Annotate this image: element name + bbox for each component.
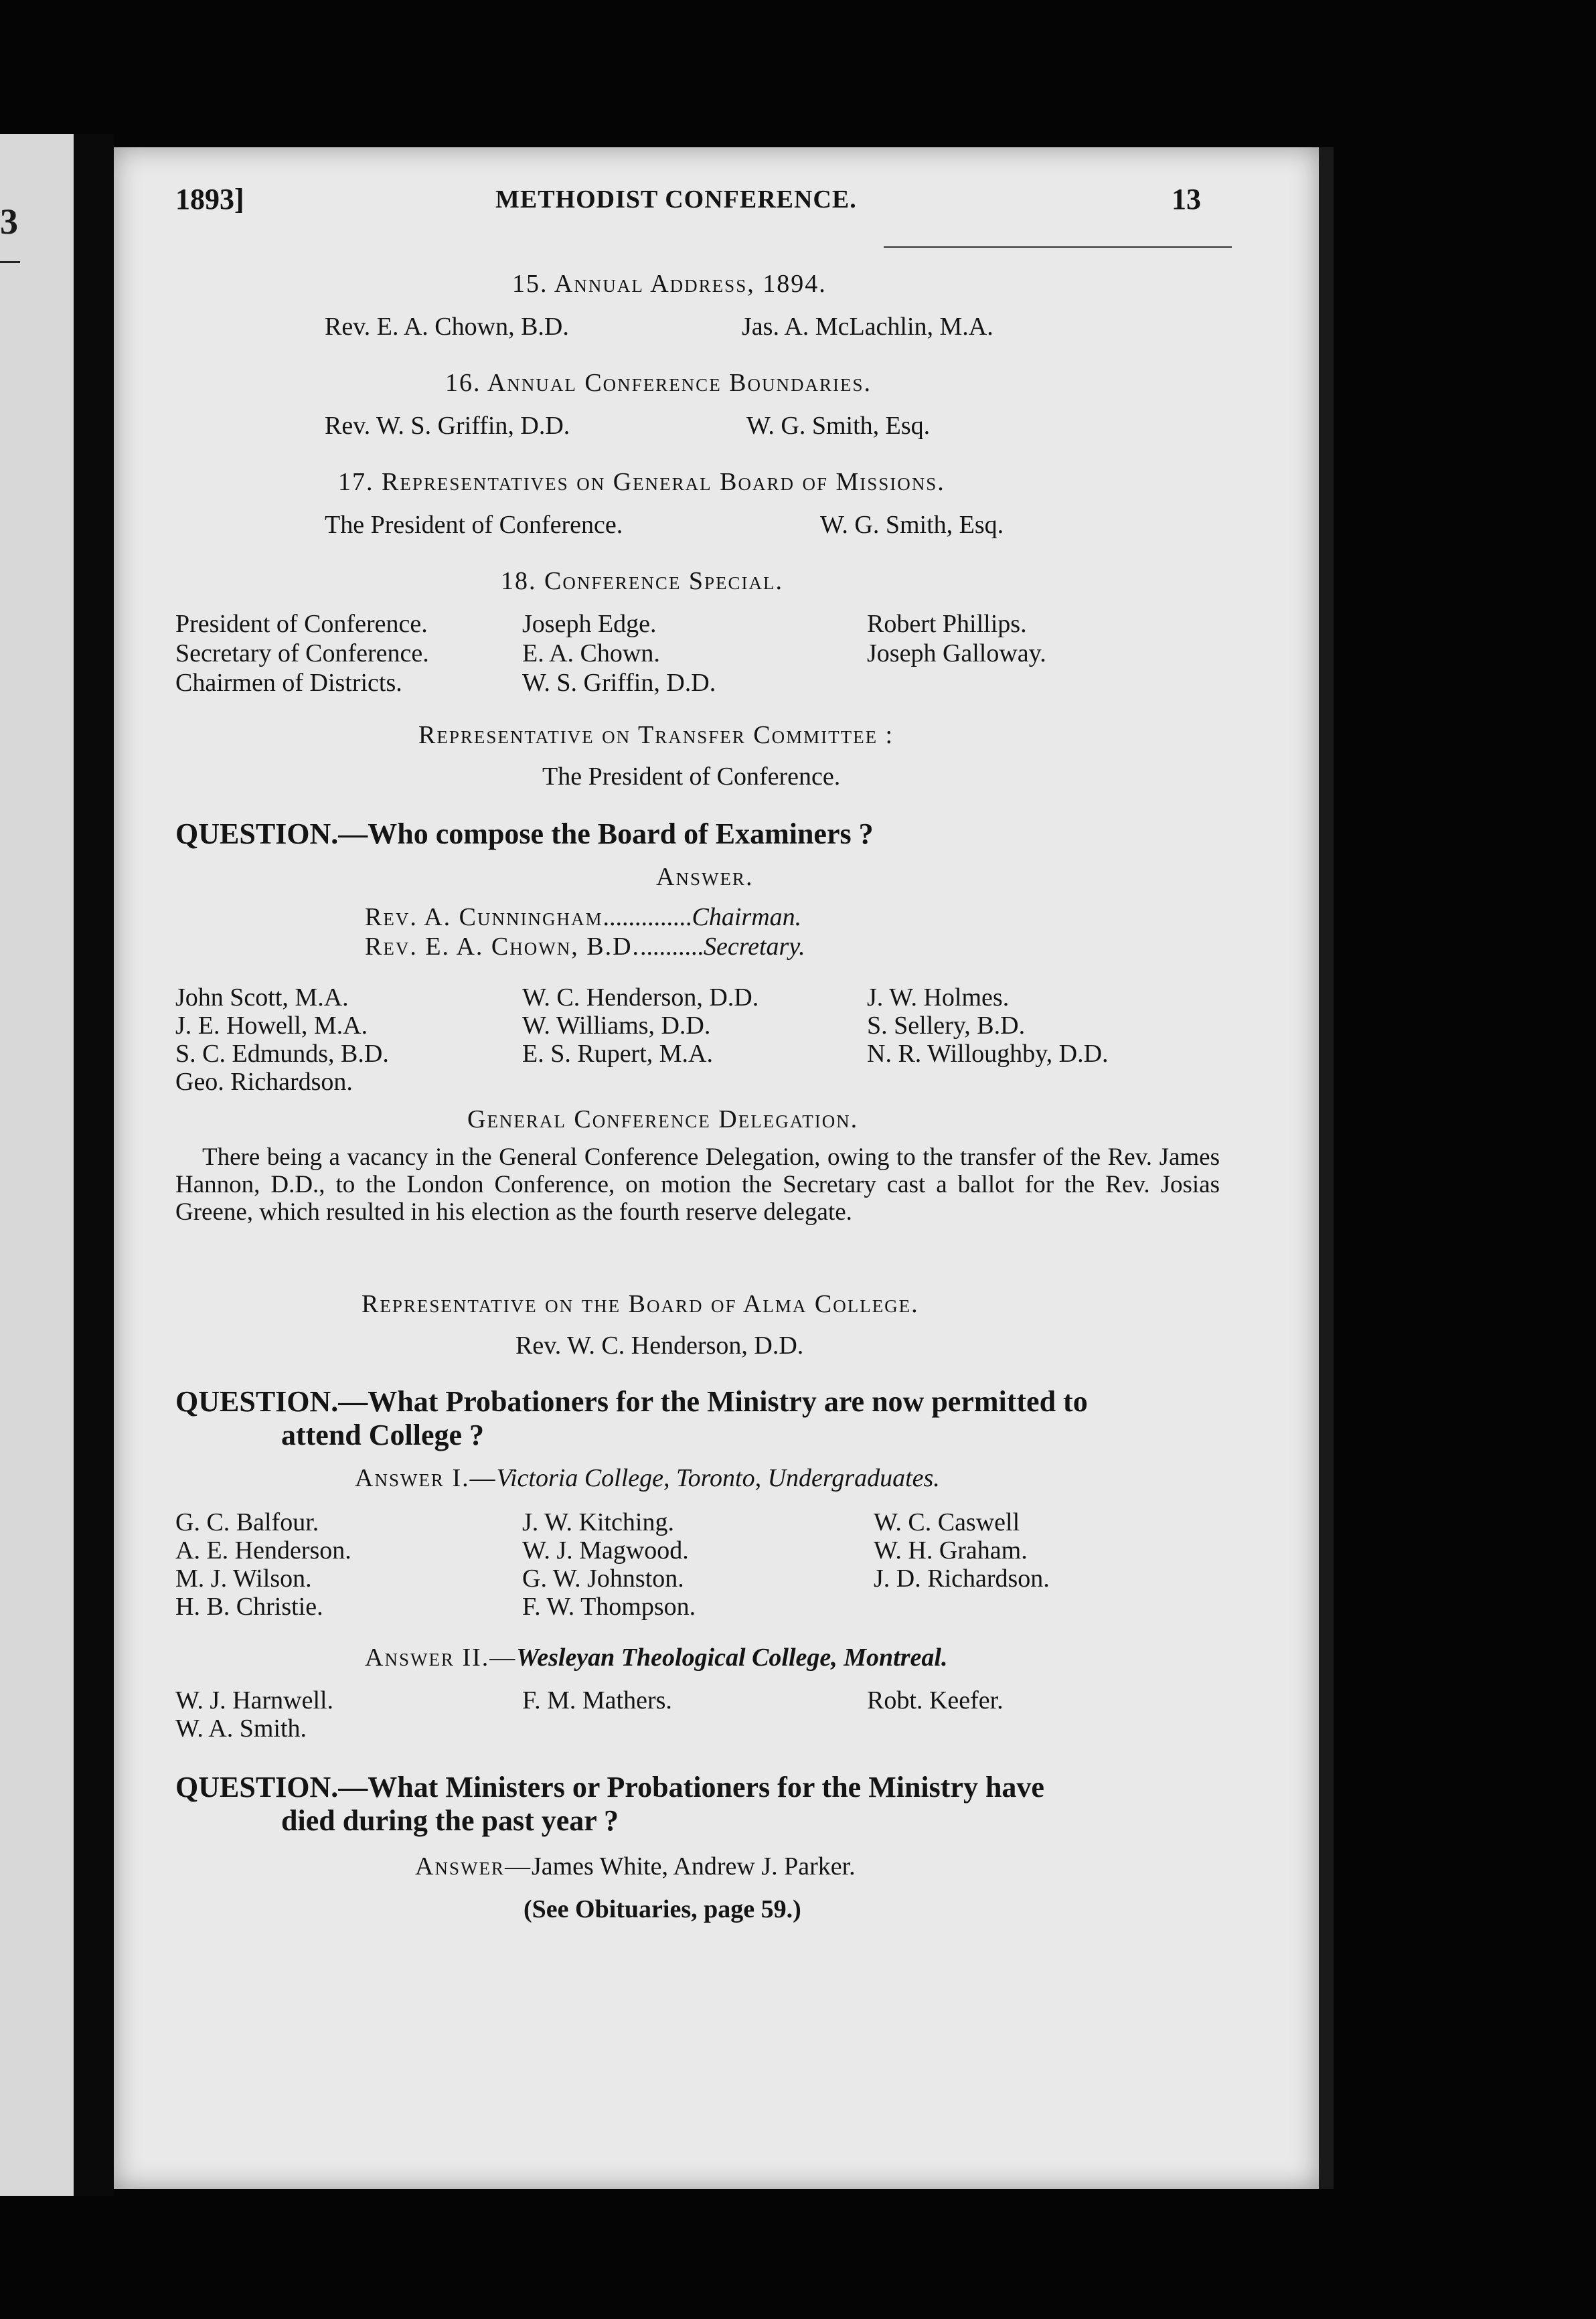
- examiner-col3-0: J. W. Holmes.: [867, 983, 1010, 1012]
- delegation-paragraph: There being a vacancy in the General Conference Delegation, owing to the transfer of the Rev. James Hannon, D.D., to the London Conference, on motion the Secretary cast a ballot for the Rev. Josias Greene, which resulted in his election as the fourth reserve delegate.: [175, 1143, 1220, 1226]
- s17-title: 17. Representatives on General Board of Missions.: [338, 468, 945, 496]
- a1-col3-1: W. H. Graham.: [874, 1536, 1028, 1565]
- s18-col2-1: E. A. Chown.: [522, 639, 660, 667]
- header-year: 1893]: [175, 183, 244, 216]
- q-died-line2: died during the past year ?: [281, 1804, 619, 1837]
- q-died-note: (See Obituaries, page 59.): [524, 1895, 801, 1923]
- s18-col3-1: Joseph Galloway.: [867, 639, 1046, 667]
- a1-col2-3: F. W. Thompson.: [522, 1593, 696, 1621]
- secretary-name: Rev. E. A. Chown, B.D.: [365, 933, 641, 961]
- a1-col1-2: M. J. Wilson.: [175, 1565, 312, 1593]
- s15-right: Jas. A. McLachlin, M.A.: [742, 313, 993, 341]
- examiner-col2-2: E. S. Rupert, M.A.: [522, 1040, 713, 1068]
- answer2-label: Answer II.—: [365, 1644, 517, 1672]
- a1-col2-2: G. W. Johnston.: [522, 1565, 684, 1593]
- q-examiners: QUESTION.—Who compose the Board of Examiners ?: [175, 817, 874, 850]
- s18-col1-0: President of Conference.: [175, 610, 428, 638]
- a1-col3-2: J. D. Richardson.: [874, 1565, 1050, 1593]
- s18-col3-0: Robert Phillips.: [867, 610, 1027, 638]
- a1-col1-1: A. E. Henderson.: [175, 1536, 351, 1565]
- q-died-answer-text: James White, Andrew J. Parker.: [531, 1852, 856, 1881]
- q-probationers-line2: attend College ?: [281, 1419, 485, 1451]
- transfer-name: The President of Conference.: [542, 763, 841, 791]
- delegation-title: General Conference Delegation.: [467, 1105, 859, 1133]
- book-page: [114, 147, 1319, 2189]
- transfer-title: Representative on Transfer Committee :: [418, 721, 894, 749]
- examiner-col2-0: W. C. Henderson, D.D.: [522, 983, 759, 1012]
- header-page-number: 13: [1172, 183, 1201, 216]
- chairman-name: Rev. A. Cunningham: [365, 903, 603, 931]
- secretary-role: Secretary.: [704, 933, 805, 961]
- alma-name: Rev. W. C. Henderson, D.D.: [515, 1332, 804, 1360]
- page-right-edge: [1319, 147, 1334, 2189]
- q-probationers-line1: QUESTION.—What Probationers for the Ministry are now permitted to: [175, 1385, 1088, 1418]
- a1-col3-0: W. C. Caswell: [874, 1508, 1020, 1536]
- a2-col2-0: F. M. Mathers.: [522, 1686, 672, 1714]
- header-title: METHODIST CONFERENCE.: [495, 185, 857, 214]
- s16-left: Rev. W. S. Griffin, D.D.: [325, 412, 570, 440]
- q-died-line1: QUESTION.—What Ministers or Probationers for the Ministry have: [175, 1771, 1044, 1804]
- s15-title: 15. Annual Address, 1894.: [512, 270, 827, 298]
- secretary-dots: ..........: [640, 933, 704, 961]
- header-rule: [884, 246, 1232, 248]
- answer1-label: Answer I.—: [355, 1464, 497, 1492]
- examiner-col3-1: S. Sellery, B.D.: [867, 1012, 1026, 1040]
- s17-left: The President of Conference.: [325, 511, 623, 539]
- answer2-text: Wesleyan Theological College, Montreal.: [516, 1644, 948, 1672]
- s16-right: W. G. Smith, Esq.: [746, 412, 931, 440]
- examiner-col2-1: W. Williams, D.D.: [522, 1012, 711, 1040]
- examiner-col1-1: J. E. Howell, M.A.: [175, 1012, 368, 1040]
- s18-title: 18. Conference Special.: [501, 567, 783, 595]
- a2-col1-0: W. J. Harnwell.: [175, 1686, 334, 1714]
- adjacent-page-strip: [0, 134, 74, 2196]
- alma-title: Representative on the Board of Alma College.: [362, 1290, 919, 1318]
- a1-col1-0: G. C. Balfour.: [175, 1508, 319, 1536]
- examiner-col1-0: John Scott, M.A.: [175, 983, 349, 1012]
- a1-col1-3: H. B. Christie.: [175, 1593, 323, 1621]
- s18-col2-0: Joseph Edge.: [522, 610, 657, 638]
- examiner-col1-3: Geo. Richardson.: [175, 1068, 353, 1096]
- examiner-col1-2: S. C. Edmunds, B.D.: [175, 1040, 389, 1068]
- q-examiners-answer-label: Answer.: [656, 863, 754, 891]
- adjacent-page-number: 3: [0, 202, 18, 242]
- a2-col1-1: W. A. Smith.: [175, 1714, 307, 1743]
- s16-title: 16. Annual Conference Boundaries.: [445, 369, 872, 397]
- s18-col1-1: Secretary of Conference.: [175, 639, 429, 667]
- a1-col2-0: J. W. Kitching.: [522, 1508, 674, 1536]
- adjacent-page-rule: [0, 261, 20, 263]
- a1-col2-1: W. J. Magwood.: [522, 1536, 689, 1565]
- s15-left: Rev. E. A. Chown, B.D.: [325, 313, 569, 341]
- s17-right: W. G. Smith, Esq.: [820, 511, 1004, 539]
- answer1-text: Victoria College, Toronto, Undergraduates.: [496, 1464, 940, 1492]
- a2-col3-0: Robt. Keefer.: [867, 1686, 1004, 1714]
- s18-col1-2: Chairmen of Districts.: [175, 669, 402, 697]
- chairman-role: Chairman.: [692, 903, 802, 931]
- s18-col2-2: W. S. Griffin, D.D.: [522, 669, 716, 697]
- chairman-dots: ..............: [603, 903, 692, 931]
- q-died-answer-label: Answer—: [415, 1852, 532, 1881]
- book-gutter: [74, 134, 114, 2196]
- examiner-col3-2: N. R. Willoughby, D.D.: [867, 1040, 1109, 1068]
